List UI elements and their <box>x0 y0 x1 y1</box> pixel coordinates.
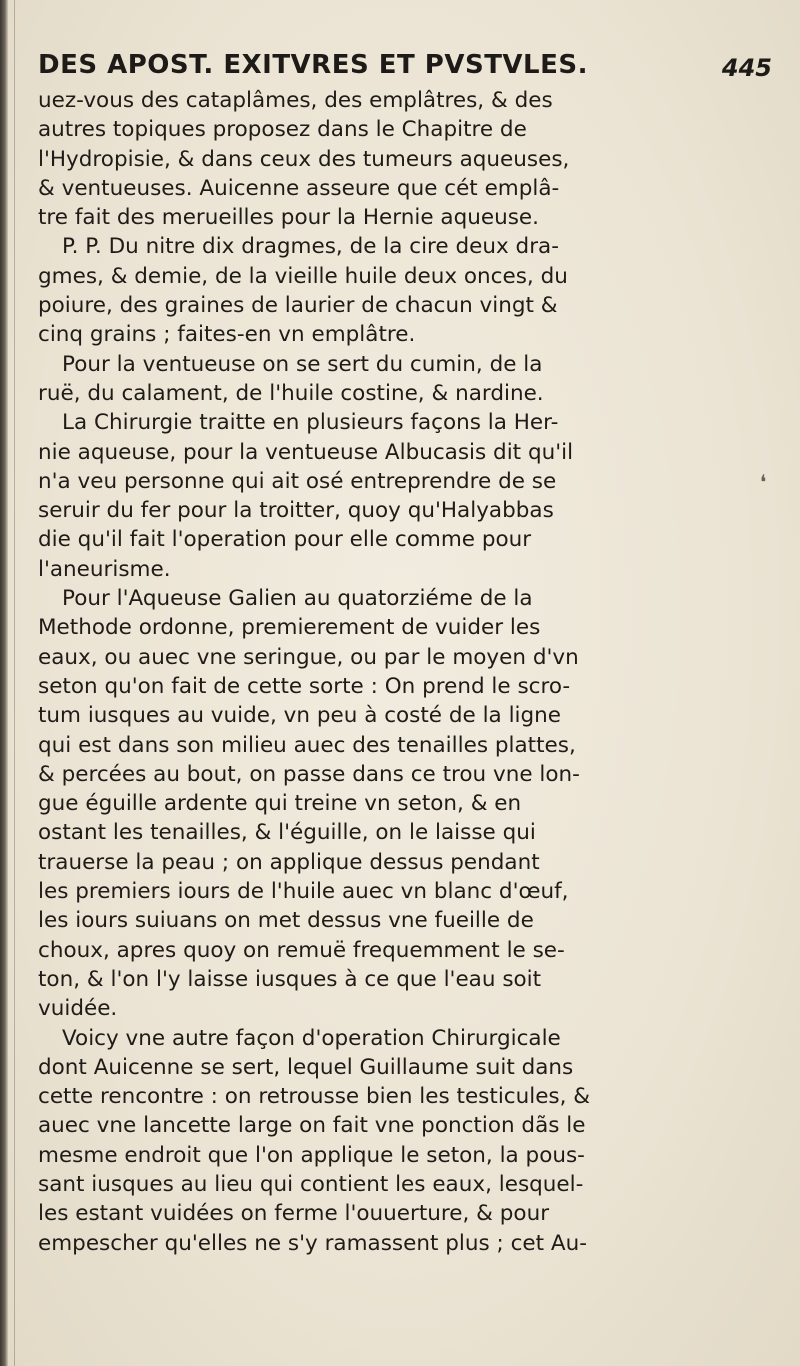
text-line: die qu'il fait l'operation pour elle comme pour <box>38 527 532 553</box>
text-line: La Chirurgie traitte en plusieurs façons la Her- <box>62 410 559 436</box>
text-line: tre fait des merueilles pour la Hernie aqueuse. <box>38 205 539 231</box>
text-line: eaux, ou auec vne seringue, ou par le moyen d'vn <box>38 644 579 670</box>
text-line: mesme endroit que l'on applique le seton, la pous- <box>38 1142 585 1168</box>
text-line: les estant vuidées on ferme l'ouuerture, & pour <box>38 1201 550 1227</box>
text-line: seruir du fer pour la troitter, quoy qu'Halyabbas <box>38 498 554 524</box>
text-line: nie aqueuse, pour la ventueuse Albucasis dit qu'il <box>38 439 574 465</box>
text-line: poiure, des graines de laurier de chacun vingt & <box>38 293 558 319</box>
text-line: Pour la ventueuse on se sert du cumin, de la <box>62 351 543 377</box>
text-line: vuidée. <box>38 996 118 1022</box>
text-line: seton qu'on fait de cette sorte : On prend le scro- <box>38 673 571 699</box>
text-line: Methode ordonne, premierement de vuider les <box>38 615 541 641</box>
text-line: autres topiques proposez dans le Chapitre de <box>38 117 527 143</box>
text-line: dont Auicenne se sert, lequel Guillaume suit dans <box>38 1054 574 1080</box>
ink-mark: ❛ <box>760 470 767 494</box>
text-line: P. P. Du nitre dix dragmes, de la cire deux dra- <box>62 234 559 260</box>
text-line: Voicy vne autre façon d'operation Chirurgicale <box>62 1025 561 1051</box>
text-line: Pour l'Aqueuse Galien au quatorziéme de la <box>62 586 533 612</box>
text-line: ton, & l'on l'y laisse iusques à ce que l'eau soit <box>38 966 542 992</box>
text-line: empescher qu'elles ne s'y ramassent plus ; cet Au- <box>38 1230 587 1256</box>
text-line: les premiers iours de l'huile auec vn blanc d'œuf, <box>38 879 569 905</box>
text-line: ruë, du calament, de l'huile costine, & nardine. <box>38 380 544 406</box>
text-line: n'a veu personne qui ait osé entreprendre de se <box>38 468 557 494</box>
text-line: sant iusques au lieu qui contient les eaux, lesquel- <box>38 1171 584 1197</box>
text-line: uez-vous des cataplâmes, des emplâtres, & des <box>38 88 553 113</box>
text-line: trauerse la peau ; on applique dessus pendant <box>38 849 540 875</box>
running-title: DES APOST. EXITVRES ET PVSTVLES. <box>38 50 588 80</box>
text-line: gue éguille ardente qui treine vn seton, & en <box>38 791 522 817</box>
text-line: & percées au bout, on passe dans ce trou vne lon- <box>38 761 580 787</box>
text-line: qui est dans son milieu auec des tenailles plattes, <box>38 732 576 758</box>
body-text <box>38 86 630 1258</box>
text-line: ostant les tenailles, & l'éguille, on le laisse qui <box>38 820 536 846</box>
binding-gutter <box>0 0 8 1366</box>
binding-edge-line <box>14 0 15 1366</box>
text-line: l'aneurisme. <box>38 556 171 582</box>
text-line: & ventueuses. Auicenne asseure que cét emplâ- <box>38 175 560 201</box>
text-line: gmes, & demie, de la vieille huile deux onces, du <box>38 263 568 289</box>
text-line: auec vne lancette large on fait vne ponction dãs le <box>38 1113 586 1139</box>
text-line: tum iusques au vuide, vn peu à costé de la ligne <box>38 703 562 729</box>
page-number: 445 <box>721 54 772 82</box>
text-line: cette rencontre : on retrousse bien les testicules, & <box>38 1084 591 1110</box>
text-line: les iours suiuans on met dessus vne fueille de <box>38 908 534 934</box>
text-line: cinq grains ; faites-en vn emplâtre. <box>38 322 416 348</box>
text-line: l'Hydropisie, & dans ceux des tumeurs aqueuses, <box>38 146 570 172</box>
text-line: choux, apres quoy on remuë frequemment le se- <box>38 937 565 963</box>
